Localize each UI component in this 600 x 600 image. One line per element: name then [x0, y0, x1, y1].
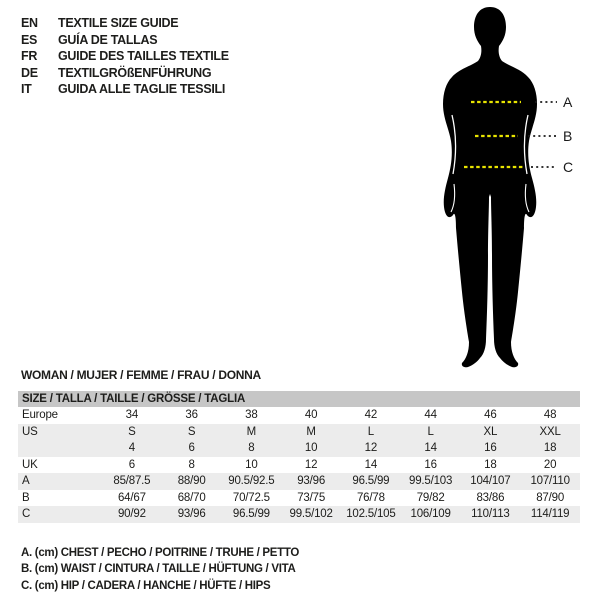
size-cell: 8 [248, 442, 255, 455]
language-title: GUIDE DES TAILLES TEXTILE [58, 49, 229, 64]
size-cell: 99.5/102 [289, 508, 333, 521]
legend-waist: B. (cm) WAIST / CINTURA / TAILLE / HÜFTUNG / VITA [21, 563, 296, 576]
size-cell: S [128, 425, 136, 438]
size-cell: L [427, 425, 434, 438]
language-row [21, 81, 229, 98]
size-cell: 110/113 [471, 508, 510, 521]
chest-marker-label: A [563, 94, 573, 110]
size-cell: 68/70 [177, 491, 206, 504]
language-title: GUIDA ALLE TAGLIE TESSILI [58, 82, 226, 97]
size-cell: S [187, 425, 196, 438]
size-cell: XL [483, 425, 498, 438]
language-title: TEXTILE SIZE GUIDE [58, 16, 179, 30]
size-cell: 114/119 [530, 508, 570, 521]
size-cell: 87/90 [536, 491, 565, 504]
size-cell: 8 [188, 458, 195, 471]
size-cell: 90.5/92.5 [228, 475, 275, 488]
row-label: B [22, 491, 30, 504]
size-cell: 16 [484, 442, 497, 455]
size-cell: 42 [364, 409, 378, 422]
language-code: DE [21, 65, 38, 80]
row-label: US [22, 425, 38, 438]
size-cell: 14 [424, 442, 437, 455]
size-cell: 4 [128, 442, 135, 455]
size-cell: 85/87.5 [113, 475, 151, 488]
size-cell: 99.5/103 [409, 475, 453, 488]
size-cell: 34 [125, 409, 139, 422]
size-cell: 46 [484, 409, 497, 422]
table-row [18, 407, 580, 424]
section-title: WOMAN / MUJER / FEMME / FRAU / DONNA [21, 368, 261, 382]
size-cell: M [246, 425, 257, 438]
woman-silhouette-body [443, 7, 537, 367]
size-cell: 36 [185, 409, 198, 422]
size-cell: 18 [543, 442, 557, 455]
hip-marker-label: C [563, 159, 574, 175]
size-cell: 107/110 [530, 475, 570, 488]
size-cell: 20 [543, 458, 557, 471]
measurement-legend [21, 545, 299, 594]
size-cell: 12 [364, 442, 378, 455]
language-row [21, 65, 229, 82]
size-cell: 12 [304, 458, 318, 471]
size-cell: 14 [364, 458, 378, 471]
size-cell: 96.5/99 [232, 508, 270, 521]
size-cell: 79/82 [416, 491, 445, 504]
size-cell: L [367, 425, 374, 438]
size-cell: 93/96 [297, 475, 326, 488]
size-cell: 106/109 [410, 508, 451, 521]
size-table-header: SIZE / TALLA / TAILLE / GRÖSSE / TAGLIA [18, 391, 580, 407]
size-cell: M [306, 425, 316, 438]
language-row [21, 32, 229, 49]
size-cell: 64/67 [117, 491, 146, 504]
measurement-figure [430, 0, 600, 380]
size-cell: 70/72.5 [232, 491, 270, 504]
language-title: GUÍA DE TALLAS [58, 32, 158, 47]
legend-chest: A. (cm) CHEST / PECHO / POITRINE / TRUHE / PETTO [21, 547, 300, 559]
size-cell: 18 [484, 458, 497, 471]
language-code: ES [21, 32, 38, 47]
size-cell: 10 [304, 442, 318, 455]
size-cell: 48 [543, 409, 557, 422]
size-cell: 44 [424, 409, 437, 422]
size-cell: 76/78 [356, 491, 385, 504]
size-cell: 40 [304, 409, 318, 422]
size-cell: 6 [128, 458, 135, 471]
size-table [18, 391, 580, 523]
row-label: C [22, 508, 31, 521]
size-cell: XXL [539, 425, 561, 438]
size-cell: 88/90 [177, 475, 206, 488]
size-cell: 6 [188, 442, 195, 455]
size-cell: 10 [245, 458, 258, 471]
waist-marker-label: B [563, 128, 573, 144]
table-row [18, 440, 580, 457]
legend-hip: C. (cm) HIP / CADERA / HANCHE / HÜFTE / HIPS [21, 579, 271, 592]
size-cell: 16 [424, 458, 437, 471]
size-table-rows [18, 407, 580, 523]
size-cell: 73/75 [297, 491, 326, 504]
language-code: IT [21, 82, 32, 97]
table-row [18, 473, 580, 490]
language-title: TEXTILGRÖßENFÜHRUNG [58, 65, 212, 80]
size-cell: 90/92 [117, 508, 146, 521]
language-row [21, 48, 229, 65]
row-label: A [22, 475, 30, 488]
table-row [18, 457, 580, 474]
table-row [18, 424, 580, 441]
size-cell: 104/107 [470, 475, 511, 488]
table-row [18, 506, 580, 523]
size-cell: 102.5/105 [346, 508, 396, 521]
row-label: Europe [22, 409, 58, 422]
size-cell: 96.5/99 [352, 475, 390, 488]
size-cell: 38 [245, 409, 258, 422]
language-title-block [21, 15, 229, 98]
language-code: EN [21, 16, 38, 30]
woman-silhouette [430, 0, 600, 380]
size-cell: 83/86 [476, 491, 505, 504]
language-code: FR [21, 49, 38, 64]
language-row [21, 15, 229, 32]
row-label: UK [22, 458, 38, 471]
table-row [18, 490, 580, 507]
size-cell: 93/96 [177, 508, 206, 521]
